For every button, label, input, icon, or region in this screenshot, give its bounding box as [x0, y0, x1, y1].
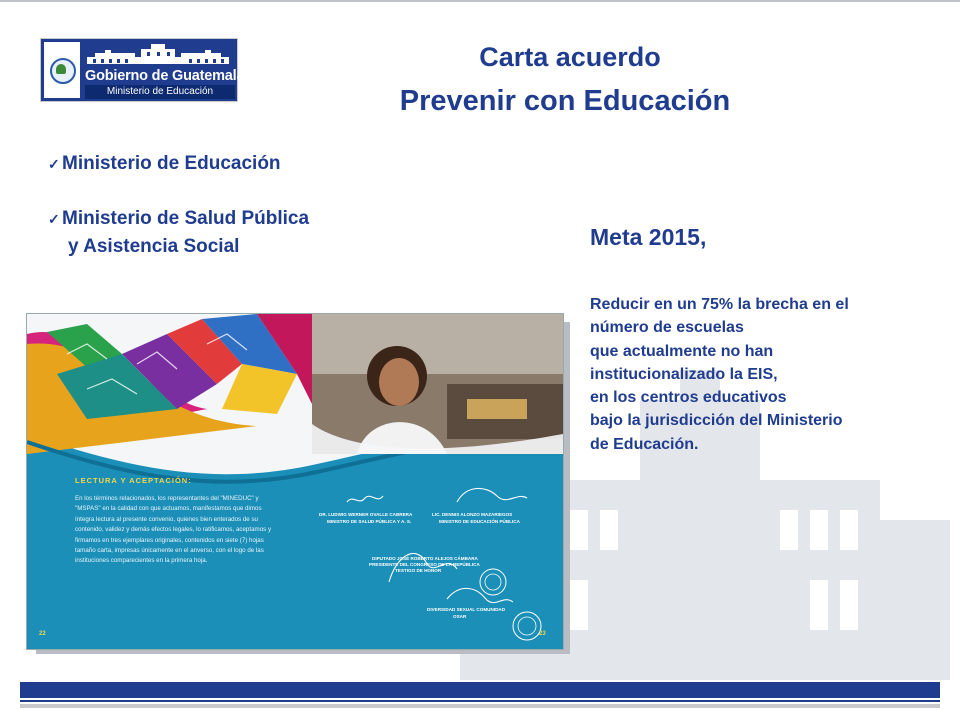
signature-role: OSAR: [453, 614, 467, 619]
palace-icon: [85, 43, 231, 65]
slide-subtitle: Prevenir con Educación: [399, 85, 731, 117]
top-rule: [0, 0, 960, 2]
footer-bar-grey: [20, 704, 940, 708]
signature-name: DR. LUDWIG WERNER OVALLE CABRERA: [319, 512, 413, 517]
signature-role: PRESIDENTE DEL CONGRESO DE LA REPÚBLICA: [369, 562, 480, 567]
agreement-document-image: [26, 313, 564, 650]
signature-name: DIVERSIDAD SEXUAL COMUNIDAD: [427, 607, 506, 612]
signature-name: DIPUTADO JOSÉ ROBERTO ALEJOS CÁMBARA: [372, 556, 478, 561]
government-logo: [40, 38, 245, 102]
goal-description: [590, 293, 940, 456]
goal-line: Reducir en un 75% la brecha en el: [590, 296, 849, 313]
checkmark-icon: ✓: [48, 211, 60, 227]
page-number-left: 22: [39, 631, 46, 637]
checklist-item: [48, 205, 388, 261]
goal-line: que actualmente no han: [590, 342, 774, 360]
document-body-text: En los términos relacionados, los representantes del "MINEDUC" y "MSPAS" en la calidad con que actuamos, manifestamos que dimos íntegra lectura al presente convenio, quienes bien enterados de su contenido, validez y demás efectos legales, lo ratificamos, aceptamos y firmamos en tres ejemplares originales, contenidos en siete (7) hojas tamaño carta, impresas únicamente en el anverso, con el logo de las instituciones comparecientes en la primera hoja.: [75, 495, 272, 565]
goal-heading: Meta 2015,: [590, 224, 707, 250]
checklist-item-continuation: y Asistencia Social: [68, 236, 240, 257]
goal-line: número de escuelas: [590, 319, 744, 337]
signature-role: MINISTRO DE SALUD PÚBLICA Y A. S.: [327, 519, 412, 524]
goal-line: en los centros educativos: [590, 389, 787, 407]
goal-line: bajo la jurisdicción del Ministerio: [590, 412, 843, 430]
logo-government-text: Gobierno de Guatemala: [85, 68, 245, 84]
guatemala-seal-icon: [44, 42, 80, 98]
checklist-item-label: Ministerio de Educación: [62, 153, 281, 174]
slide-title: Carta acuerdo: [479, 42, 661, 72]
checklist-item: [48, 150, 388, 178]
checklist-item-label: Ministerio de Salud Pública: [62, 208, 310, 229]
ministry-checklist: [48, 150, 388, 261]
checkmark-icon: ✓: [48, 156, 60, 172]
goal-line: institucionalizado la EIS,: [590, 365, 778, 383]
page-number-right: 23: [539, 631, 546, 637]
signature-note: TESTIGO DE HONOR: [395, 568, 442, 573]
logo-ministry-text: Ministerio de Educación: [85, 85, 235, 99]
footer-bar-thin: [20, 700, 940, 702]
document-heading: LECTURA Y ACEPTACIÓN:: [75, 476, 192, 485]
signature-role: MINISTRO DE EDUCACIÓN PÚBLICA: [439, 519, 520, 524]
goal-line: de Educación.: [590, 435, 699, 453]
footer-bar: [20, 682, 940, 698]
signature-name: LIC. DENNIS ALONZO MAZARIEGOS: [432, 512, 513, 517]
